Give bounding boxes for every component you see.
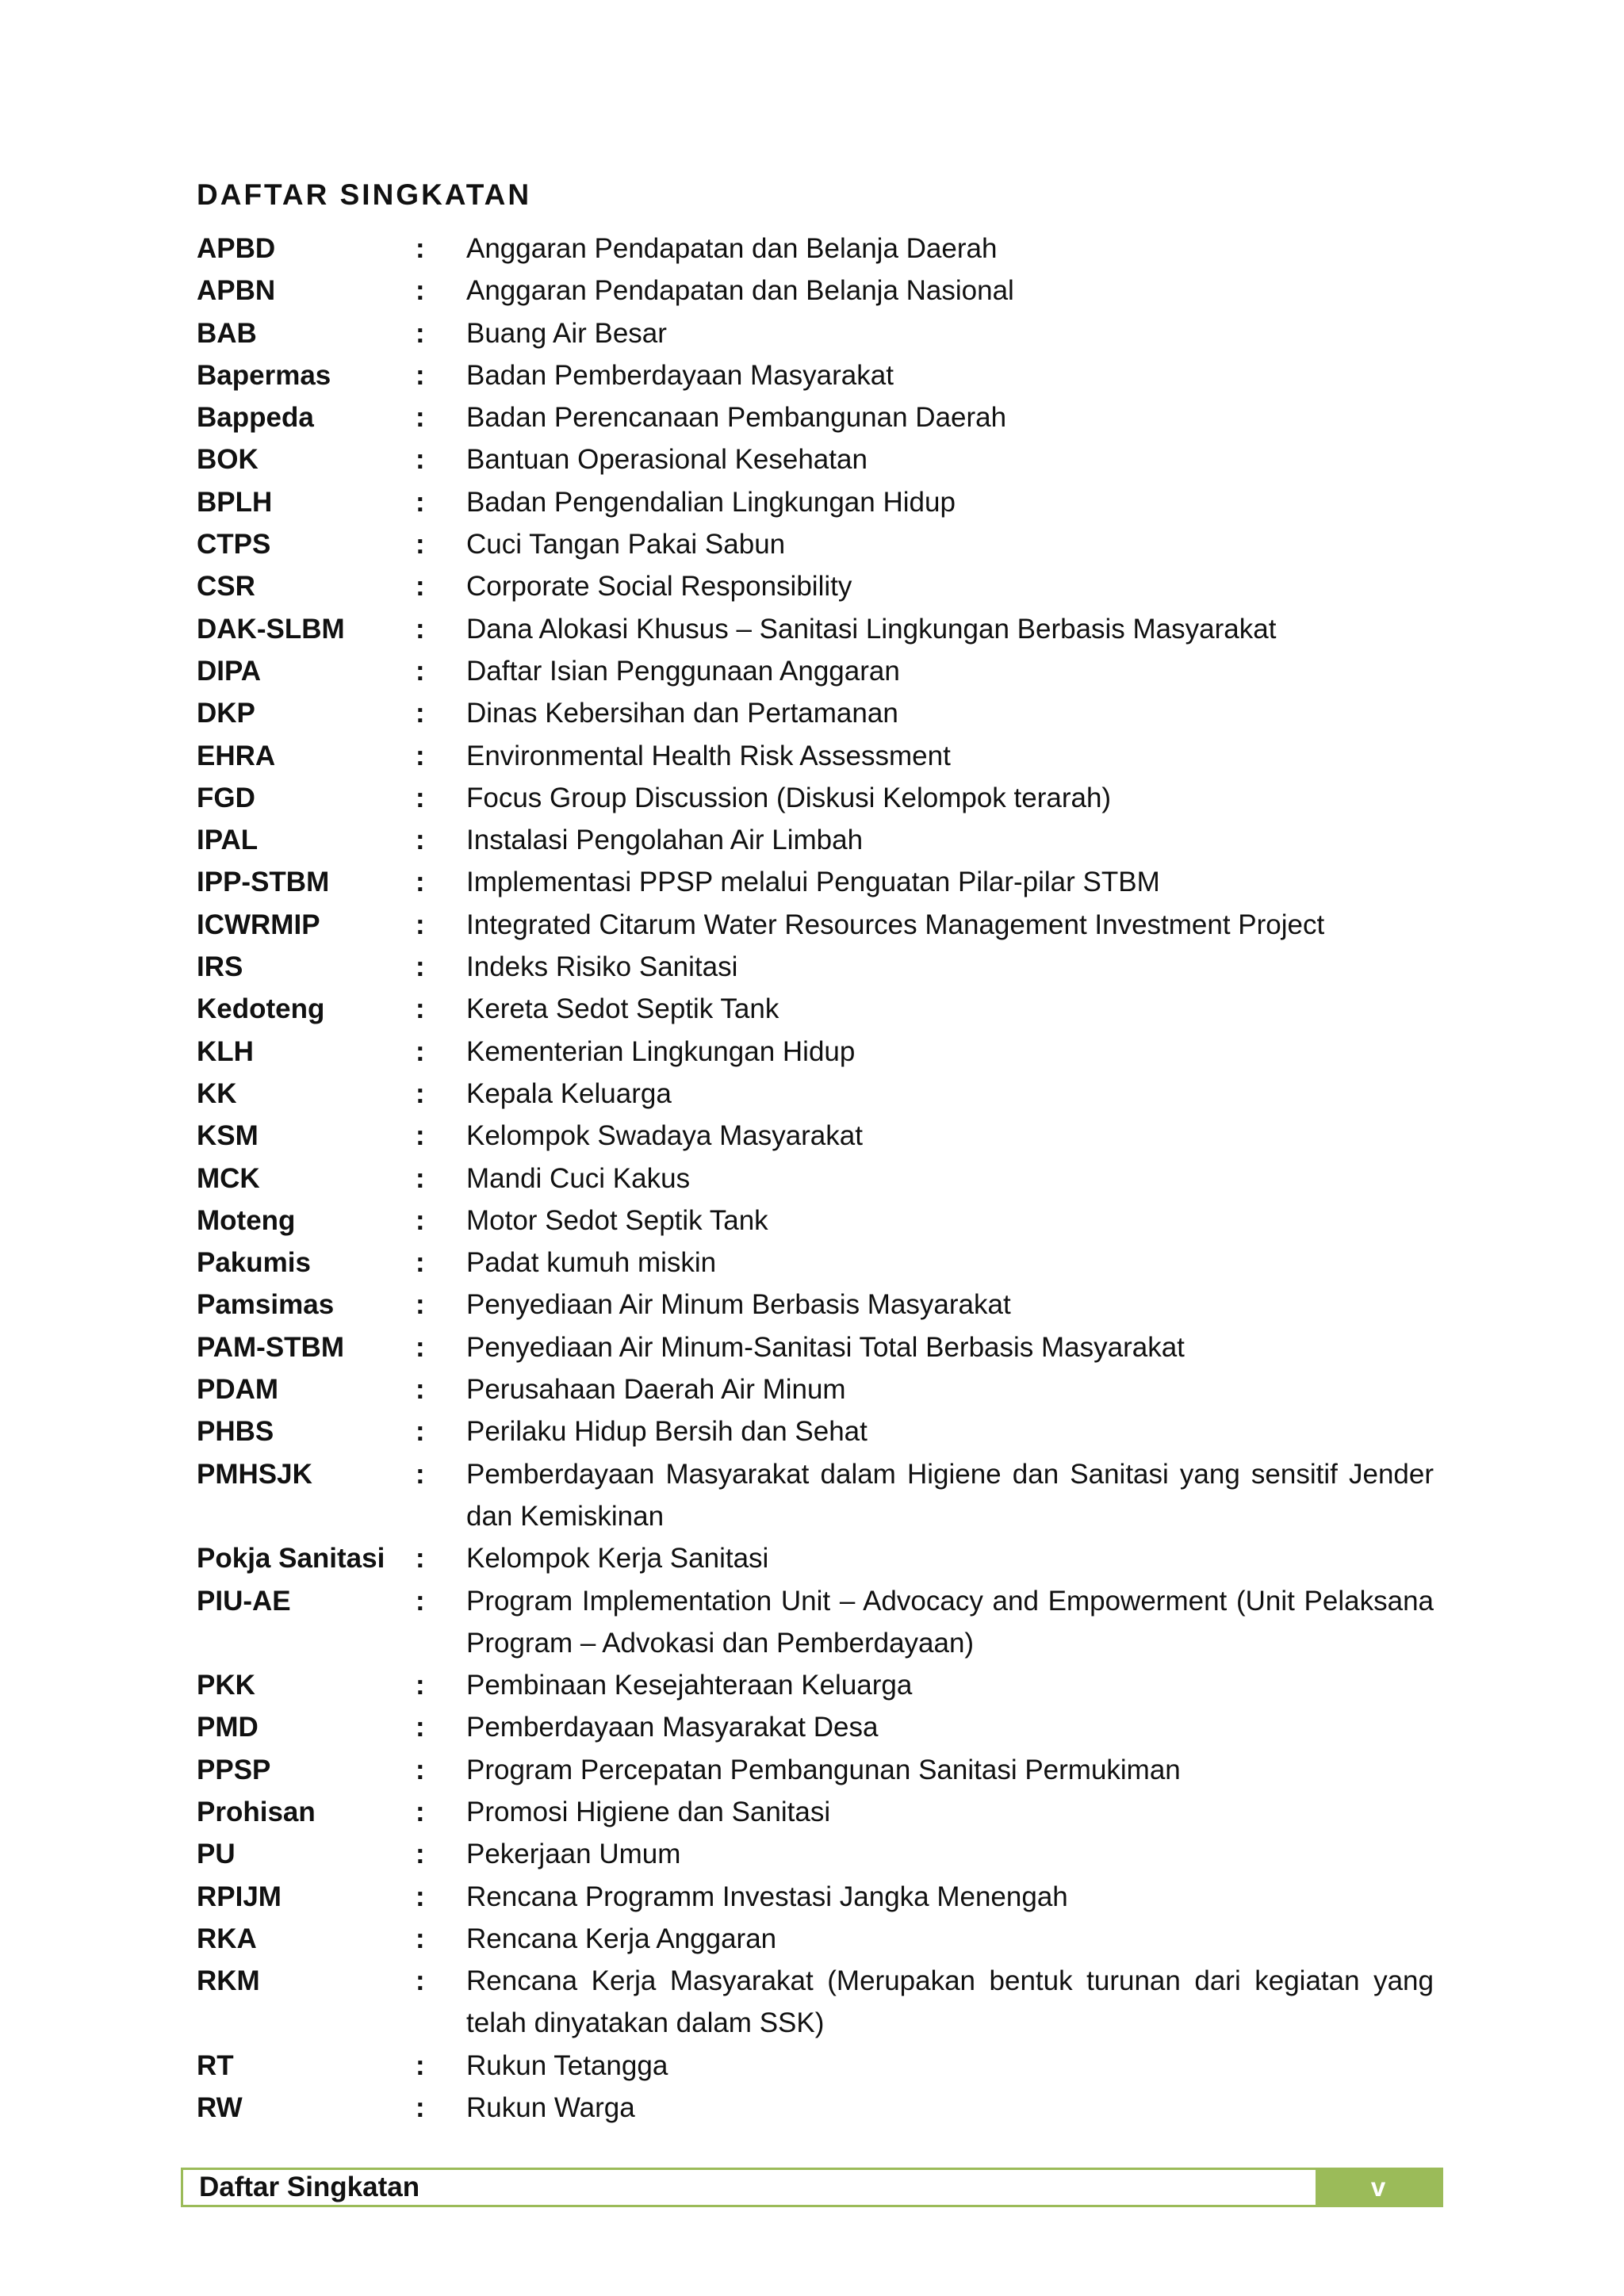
abbreviation-separator: : — [416, 486, 425, 518]
abbreviation-separator: : — [416, 993, 425, 1025]
abbreviation-definition: Promosi Higiene dan Sanitasi — [466, 1796, 831, 1827]
abbreviation-term: KLH — [197, 1035, 254, 1067]
abbreviation-term: ICWRMIP — [197, 909, 320, 940]
abbreviation-term: IPP-STBM — [197, 867, 330, 898]
abbreviation-separator: : — [416, 1923, 425, 1954]
abbreviation-separator: : — [416, 317, 425, 349]
abbreviation-row — [197, 904, 1434, 946]
abbreviation-separator: : — [416, 359, 425, 391]
abbreviation-term: DIPA — [197, 655, 262, 687]
abbreviation-row — [197, 1326, 1434, 1368]
abbreviation-term: BAB — [197, 317, 257, 349]
abbreviation-row — [197, 1664, 1434, 1706]
footer-section-title: Daftar Singkatan — [199, 2172, 420, 2202]
abbreviation-separator: : — [416, 1881, 425, 1912]
abbreviation-row — [197, 523, 1434, 565]
abbreviation-separator: : — [416, 1204, 425, 1236]
abbreviation-definition: Pembinaan Kesejahteraan Keluarga — [466, 1670, 913, 1701]
abbreviation-definition: Rukun Tetangga — [466, 2049, 668, 2081]
abbreviation-term: BPLH — [197, 486, 273, 518]
abbreviation-definition: Perusahaan Daerah Air Minum — [466, 1374, 846, 1406]
abbreviation-term: PKK — [197, 1670, 255, 1701]
abbreviation-definition: Kelompok Kerja Sanitasi — [466, 1543, 769, 1575]
abbreviation-row — [197, 1960, 1434, 2045]
abbreviation-term: DAK-SLBM — [197, 613, 345, 645]
abbreviation-separator: : — [416, 529, 425, 561]
abbreviation-separator: : — [416, 1077, 425, 1109]
abbreviation-separator: : — [416, 571, 425, 603]
abbreviation-term: RKA — [197, 1923, 257, 1954]
abbreviation-term: RT — [197, 2049, 234, 2081]
abbreviation-separator: : — [416, 275, 425, 307]
abbreviation-term: DKP — [197, 698, 255, 729]
abbreviation-row — [197, 354, 1434, 396]
abbreviation-term: Kedoteng — [197, 993, 325, 1025]
abbreviation-separator: : — [416, 1458, 425, 1490]
abbreviation-row — [197, 1410, 1434, 1452]
abbreviation-term: RPIJM — [197, 1881, 282, 1912]
abbreviation-definition: Pekerjaan Umum — [466, 1839, 681, 1870]
abbreviation-row — [197, 481, 1434, 523]
abbreviation-term: Pakumis — [197, 1247, 311, 1279]
abbreviation-separator: : — [416, 613, 425, 645]
abbreviation-definition: Instalasi Pengolahan Air Limbah — [466, 825, 864, 856]
abbreviation-row — [197, 1749, 1434, 1791]
abbreviation-separator: : — [416, 1416, 425, 1448]
abbreviation-term: PHBS — [197, 1416, 274, 1448]
abbreviation-separator: : — [416, 2049, 425, 2081]
abbreviation-separator: : — [416, 1670, 425, 1701]
abbreviation-separator: : — [416, 951, 425, 983]
abbreviation-separator: : — [416, 782, 425, 813]
abbreviation-term: PPSP — [197, 1754, 271, 1785]
abbreviation-row — [197, 1073, 1434, 1115]
abbreviation-row — [197, 228, 1434, 270]
abbreviation-separator: : — [416, 909, 425, 940]
abbreviation-definition: Indeks Risiko Sanitasi — [466, 951, 738, 983]
abbreviation-row — [197, 565, 1434, 607]
abbreviation-row — [197, 819, 1434, 861]
abbreviation-row — [197, 1200, 1434, 1242]
abbreviation-row — [197, 608, 1434, 650]
abbreviation-term: Bappeda — [197, 402, 314, 434]
abbreviation-definition: Penyediaan Air Minum Berbasis Masyarakat — [466, 1289, 1011, 1321]
abbreviation-term: EHRA — [197, 740, 276, 771]
abbreviation-separator: : — [416, 655, 425, 687]
abbreviation-row — [197, 650, 1434, 692]
abbreviation-definition: Buang Air Besar — [466, 317, 667, 349]
abbreviation-separator: : — [416, 1754, 425, 1785]
abbreviation-term: Prohisan — [197, 1796, 316, 1827]
abbreviation-row — [197, 1284, 1434, 1326]
abbreviation-definition: Kereta Sedot Septik Tank — [466, 993, 779, 1025]
abbreviation-separator: : — [416, 1796, 425, 1827]
abbreviation-row — [197, 1115, 1434, 1157]
abbreviation-term: APBD — [197, 233, 276, 264]
abbreviation-definition: Daftar Isian Penggunaan Anggaran — [466, 655, 900, 687]
abbreviation-row — [197, 438, 1434, 480]
abbreviation-term: PDAM — [197, 1374, 279, 1406]
abbreviation-separator: : — [416, 402, 425, 434]
abbreviation-definition: Focus Group Discussion (Diskusi Kelompok terarah) — [466, 782, 1112, 813]
abbreviation-definition: Rencana Kerja Masyarakat (Merupakan bentuk turunan dari kegiatan yang telah dinyatakan dalam SSK) — [466, 1965, 1434, 2039]
abbreviation-term: PMD — [197, 1712, 259, 1743]
page-title: DAFTAR SINGKATAN — [197, 178, 532, 211]
abbreviation-definition: Perilaku Hidup Bersih dan Sehat — [466, 1416, 868, 1448]
abbreviation-row — [197, 1833, 1434, 1875]
abbreviation-term: CSR — [197, 571, 255, 603]
abbreviation-term: APBN — [197, 275, 276, 307]
abbreviation-term: FGD — [197, 782, 255, 813]
abbreviation-separator: : — [416, 233, 425, 264]
abbreviation-definition: Anggaran Pendapatan dan Belanja Nasional — [466, 275, 1014, 307]
abbreviation-row — [197, 396, 1434, 438]
abbreviation-definition: Kelompok Swadaya Masyarakat — [466, 1120, 863, 1152]
abbreviation-separator: : — [416, 1585, 425, 1617]
abbreviation-separator: : — [416, 1839, 425, 1870]
abbreviation-definition: Rencana Programm Investasi Jangka Menengah — [466, 1881, 1068, 1912]
abbreviation-row — [197, 2045, 1434, 2087]
abbreviation-term: BOK — [197, 444, 259, 476]
abbreviation-separator: : — [416, 698, 425, 729]
abbreviation-definition: Bantuan Operasional Kesehatan — [466, 444, 868, 476]
abbreviation-definition: Kepala Keluarga — [466, 1077, 672, 1109]
abbreviation-definition: Rukun Warga — [466, 2092, 635, 2124]
abbreviation-definition: Penyediaan Air Minum-Sanitasi Total Berbasis Masyarakat — [466, 1331, 1185, 1363]
abbreviation-row — [197, 1537, 1434, 1579]
abbreviation-definition: Corporate Social Responsibility — [466, 571, 852, 603]
abbreviation-row — [197, 312, 1434, 354]
abbreviation-separator: : — [416, 1374, 425, 1406]
abbreviation-list — [197, 228, 1434, 2129]
abbreviation-definition: Mandi Cuci Kakus — [466, 1162, 691, 1194]
abbreviation-term: Pokja Sanitasi — [197, 1543, 385, 1575]
abbreviation-separator: : — [416, 1247, 425, 1279]
abbreviation-definition: Implementasi PPSP melalui Penguatan Pilar-pilar STBM — [466, 867, 1160, 898]
abbreviation-row — [197, 988, 1434, 1030]
abbreviation-definition: Pemberdayaan Masyarakat Desa — [466, 1712, 879, 1743]
abbreviation-term: PU — [197, 1839, 236, 1870]
abbreviation-term: Moteng — [197, 1204, 296, 1236]
abbreviation-term: Bapermas — [197, 359, 331, 391]
abbreviation-row — [197, 1706, 1434, 1748]
abbreviation-term: IRS — [197, 951, 243, 983]
abbreviation-row — [197, 692, 1434, 734]
abbreviation-term: PIU-AE — [197, 1585, 291, 1617]
abbreviation-term: RW — [197, 2092, 243, 2124]
abbreviation-separator: : — [416, 444, 425, 476]
abbreviation-term: RKM — [197, 1965, 260, 1997]
abbreviation-row — [197, 861, 1434, 903]
abbreviation-definition: Program Percepatan Pembangunan Sanitasi Permukiman — [466, 1754, 1181, 1785]
abbreviation-term: KK — [197, 1077, 237, 1109]
abbreviation-row — [197, 1368, 1434, 1410]
abbreviation-row — [197, 1242, 1434, 1284]
abbreviation-definition: Kementerian Lingkungan Hidup — [466, 1035, 856, 1067]
abbreviation-separator: : — [416, 825, 425, 856]
abbreviation-definition: Padat kumuh miskin — [466, 1247, 717, 1279]
abbreviation-separator: : — [416, 1543, 425, 1575]
abbreviation-definition: Dinas Kebersihan dan Pertamanan — [466, 698, 898, 729]
abbreviation-term: MCK — [197, 1162, 260, 1194]
footer-page-number: v — [1316, 2170, 1441, 2205]
abbreviation-row — [197, 1918, 1434, 1960]
abbreviation-separator: : — [416, 1120, 425, 1152]
abbreviation-row — [197, 2087, 1434, 2129]
abbreviation-definition: Rencana Kerja Anggaran — [466, 1923, 777, 1954]
abbreviation-term: IPAL — [197, 825, 259, 856]
abbreviation-separator: : — [416, 1035, 425, 1067]
abbreviation-definition: Badan Pemberdayaan Masyarakat — [466, 359, 894, 391]
abbreviation-term: CTPS — [197, 529, 271, 561]
abbreviation-definition: Program Implementation Unit – Advocacy and Empowerment (Unit Pelaksana Program – Advokasi dan Pemberdayaan) — [466, 1585, 1434, 1659]
abbreviation-separator: : — [416, 1331, 425, 1363]
abbreviation-definition: Badan Pengendalian Lingkungan Hidup — [466, 486, 956, 518]
abbreviation-separator: : — [416, 1965, 425, 1997]
abbreviation-row — [197, 1031, 1434, 1073]
abbreviation-row — [197, 270, 1434, 312]
abbreviation-separator: : — [416, 740, 425, 771]
abbreviation-definition: Dana Alokasi Khusus – Sanitasi Lingkungan Berbasis Masyarakat — [466, 613, 1277, 645]
abbreviation-separator: : — [416, 867, 425, 898]
abbreviation-separator: : — [416, 1712, 425, 1743]
abbreviation-definition: Cuci Tangan Pakai Sabun — [466, 529, 786, 561]
abbreviation-row — [197, 946, 1434, 988]
abbreviation-definition: Pemberdayaan Masyarakat dalam Higiene dan Sanitasi yang sensitif Jender dan Kemiskinan — [466, 1458, 1434, 1532]
abbreviation-row — [197, 1580, 1434, 1665]
abbreviation-term: PMHSJK — [197, 1458, 312, 1490]
abbreviation-separator: : — [416, 1289, 425, 1321]
abbreviation-row — [197, 1453, 1434, 1538]
abbreviation-definition: Anggaran Pendapatan dan Belanja Daerah — [466, 233, 998, 264]
abbreviation-definition: Integrated Citarum Water Resources Management Investment Project — [466, 909, 1325, 940]
abbreviation-term: KSM — [197, 1120, 259, 1152]
abbreviation-definition: Badan Perencanaan Pembangunan Daerah — [466, 402, 1007, 434]
abbreviation-definition: Environmental Health Risk Assessment — [466, 740, 951, 771]
abbreviation-row — [197, 1158, 1434, 1200]
abbreviation-definition: Motor Sedot Septik Tank — [466, 1204, 768, 1236]
abbreviation-row — [197, 1876, 1434, 1918]
abbreviation-term: PAM-STBM — [197, 1331, 344, 1363]
abbreviation-row — [197, 1791, 1434, 1833]
abbreviation-term: Pamsimas — [197, 1289, 335, 1321]
abbreviation-separator: : — [416, 1162, 425, 1194]
abbreviation-row — [197, 777, 1434, 819]
page-footer — [181, 2168, 1443, 2207]
abbreviation-row — [197, 735, 1434, 777]
abbreviation-separator: : — [416, 2092, 425, 2124]
